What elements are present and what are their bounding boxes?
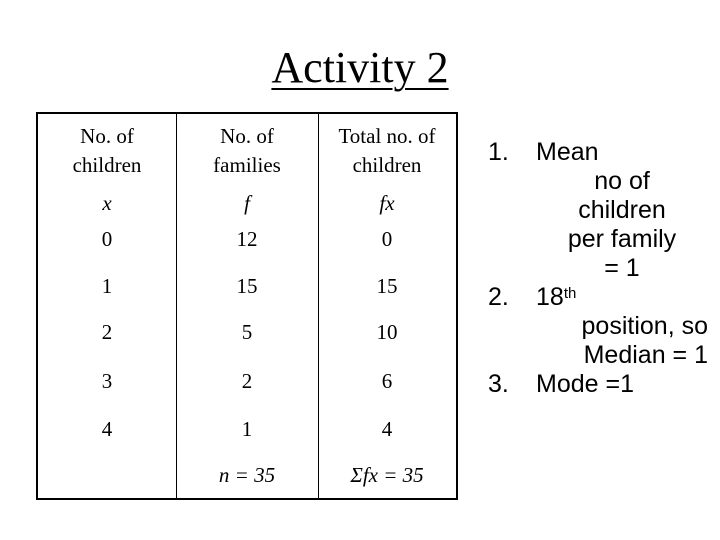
header-families: No. of families [213, 124, 281, 177]
table-cell: 5 [241, 320, 253, 344]
table-cell: 4 [101, 417, 113, 441]
answer-mode [488, 370, 708, 399]
table-cell: 1 [101, 274, 113, 298]
answers-list [488, 138, 708, 399]
total-n: n = 35 [218, 463, 276, 487]
header-symbol-f: f [244, 191, 250, 215]
header-total-children: Total no. of children [338, 124, 436, 177]
table-cell: 4 [381, 417, 393, 441]
frequency-table [36, 112, 458, 500]
answer-text: Mean no of children per family = 1 [536, 138, 677, 282]
answer-text: 18th position, so Median = 1 [536, 283, 708, 369]
table-cell: 2 [101, 320, 113, 344]
table-cell: 1 [241, 417, 253, 441]
table-cell: 3 [101, 369, 113, 393]
table-cell: 12 [236, 227, 258, 251]
table-cell: 0 [101, 227, 113, 251]
header-symbol-x: x [102, 191, 112, 215]
table-cell: 2 [241, 369, 253, 393]
total-sum-fx: Σfx = 35 [350, 463, 424, 487]
slide-title: Activity 2 [271, 43, 449, 92]
list-number: 2. [488, 283, 509, 311]
answer-mean [488, 138, 708, 283]
table-cell: 0 [381, 227, 393, 251]
answer-text: Mode =1 [536, 370, 634, 398]
list-number: 1. [488, 138, 509, 166]
table-cell: 15 [236, 274, 258, 298]
table-cell: 6 [381, 369, 393, 393]
list-number: 3. [488, 370, 509, 398]
header-symbol-fx: fx [379, 191, 395, 215]
header-children: No. of children [72, 124, 142, 177]
table-cell: 10 [376, 320, 398, 344]
table-cell: 15 [376, 274, 398, 298]
answer-median [488, 283, 708, 370]
